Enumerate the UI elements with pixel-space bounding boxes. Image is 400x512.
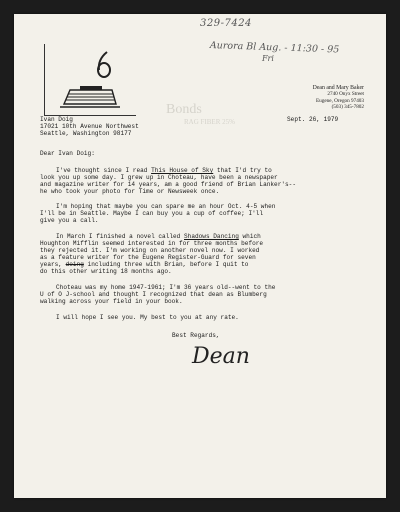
salutation: Dear Ivan Doig: xyxy=(40,150,95,157)
closing: Best Regards, xyxy=(172,332,220,339)
recipient-name: Ivan Doig xyxy=(40,116,73,123)
paragraph-2-line-3: give you a call. xyxy=(40,217,99,224)
paragraph-3-line-2: Houghton Mifflin seemed interested in for three months before xyxy=(40,240,264,247)
handwritten-note: Aurora Bl Aug. - 11:30 - 95 xyxy=(209,40,340,56)
letter-date: Sept. 26, 1979 xyxy=(287,116,339,123)
letterhead-rule-vertical xyxy=(44,44,45,116)
handwritten-phone-number: 329-7424 xyxy=(200,18,252,29)
typewriter-logo-icon xyxy=(60,46,120,108)
recipient-street: 17021 10th Avenue Northwest xyxy=(40,123,139,130)
book-title-shadows-dancing: Shadows Dancing xyxy=(184,233,239,240)
sender-street: 2740 Onyx Street xyxy=(327,91,364,98)
paragraph-1-line-4: he who took your photo for Time or Newsweek once. xyxy=(40,188,220,195)
book-title-this-house-of-sky: This House of Sky xyxy=(151,167,214,174)
paper-watermark: Bonds xyxy=(166,102,202,117)
struck-out-word: doing xyxy=(65,261,84,268)
paragraph-3-line-6: do this other writing 18 months ago. xyxy=(40,268,172,275)
paragraph-3-line-1: In March I finished a novel called Shadows Dancing which xyxy=(56,233,261,240)
signature: Dean xyxy=(192,344,250,369)
letter-page xyxy=(14,14,386,498)
paragraph-4-line-2: U of O J-school and thought I recognized that dean as Blumberg xyxy=(40,291,267,298)
sender-phone: (503) 345-7802 xyxy=(331,104,364,111)
sender-city: Eugene, Oregon 97403 xyxy=(316,97,364,104)
paragraph-1-line-3: and magazine writer for 14 years, am a good friend of Brian Lanker's-- xyxy=(40,181,296,188)
paragraph-3-line-4: as a feature writer for the Eugene Register-Guard for seven xyxy=(40,254,256,261)
paper-watermark-sub: RAG FIBER 25% xyxy=(184,118,235,126)
sender-name: Dean and Mary Baker xyxy=(312,85,364,91)
paragraph-2-line-2: I'll be in Seattle. Maybe I can buy you a cup of coffee; I'll xyxy=(40,210,264,217)
handwritten-note-day: Fri xyxy=(262,54,274,63)
paragraph-4-line-1: Choteau was my home 1947-1961; I'm 36 years old--went to the xyxy=(56,284,276,291)
paragraph-3-line-3: they rejected it. I'm working on another novel now. I worked xyxy=(40,247,260,254)
paragraph-2-line-1: I'm hoping that maybe you can spare me an hour Oct. 4-5 when xyxy=(56,203,276,210)
recipient-city: Seattle, Washington 98177 xyxy=(40,130,132,137)
paragraph-4-line-3: walking across your field in your book. xyxy=(40,298,183,305)
sender-address xyxy=(313,85,364,111)
paragraph-5: I will hope I see you. My best to you at any rate. xyxy=(56,314,239,321)
paragraph-1-line-1: I've thought since I read This House of Sky that I'd try to xyxy=(56,167,272,174)
paragraph-1-line-2: look you up some day. I grew up in Choteau, have been a newspaper xyxy=(40,174,278,181)
paragraph-3-line-5: years, doing including three with Brian, before I quit to xyxy=(40,261,249,268)
